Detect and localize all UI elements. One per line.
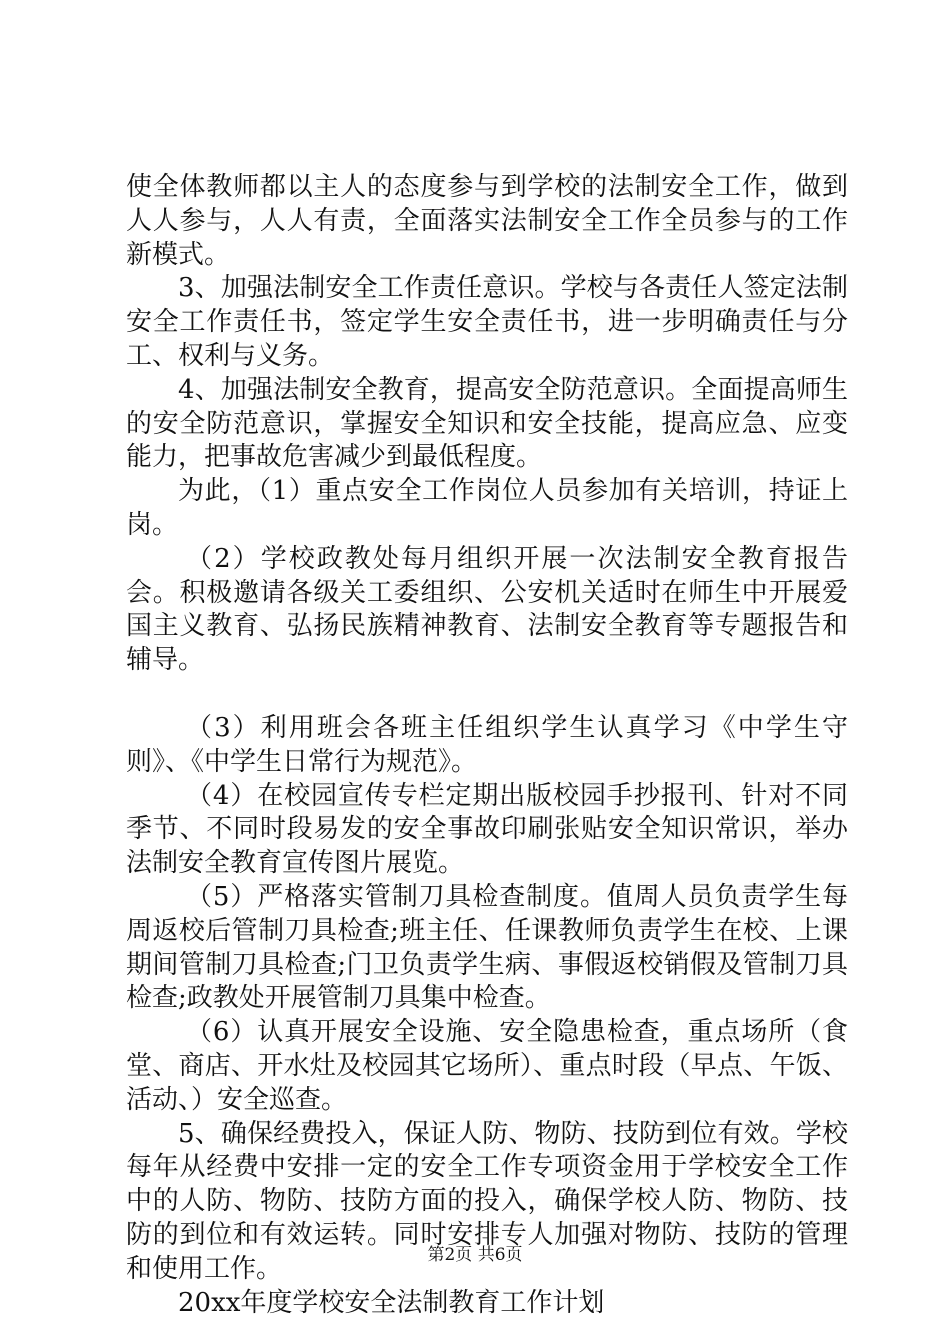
page-footer: 第2页 共6页	[427, 1245, 523, 1265]
paragraph-continuation: 使全体教师都以主人的态度参与到学校的法制安全工作，做到人人参与，人人有责，全面落实法制安全工作全员参与的工作新模式。	[126, 172, 848, 270]
paragraph-wei-ci: 为此，（1）重点安全工作岗位人员参加有关培训，持证上岗。	[126, 476, 848, 540]
paragraph-sub-3: （3）利用班会各班主任组织学生认真学习《中学生守则》、《中学生日常行为规范》。	[126, 712, 848, 777]
paragraph-item-3: 3、加强法制安全工作责任意识。学校与各责任人签定法制安全工作责任书，签定学生安全责任书，进一步明确责任与分工、权利与义务。	[126, 273, 848, 371]
paragraph-sub-4: （4）在校园宣传专栏定期出版校园手抄报刊、针对不同季节、不同时段易发的安全事故印刷张贴安全知识常识，举办法制安全教育宣传图片展览。	[126, 780, 848, 879]
paragraph-sub-5: （5）严格落实管制刀具检查制度。值周人员负责学生每周返校后管制刀具检查;班主任、任课教师负责学生在校、上课期间管制刀具检查;门卫负责学生病、事假返校销假及管制刀具检查;政教处开展管制刀具集中检查。	[126, 881, 848, 1014]
blank-line	[126, 678, 848, 712]
body-text	[126, 171, 848, 1320]
paragraph-item-5: 5、确保经费投入，保证人防、物防、技防到位有效。学校每年从经费中安排一定的安全工作专项资金用于学校安全工作中的人防、物防、技防方面的投入，确保学校人防、物防、技防的到位和有效运转。同时安排专人加强对物防、技防的管理和使用工作。	[126, 1118, 848, 1284]
paragraph-sub-6: （6）认真开展安全设施、安全隐患检查，重点场所（食堂、商店、开水灶及校园其它场所）、重点时段（早点、午饭、活动、）安全巡查。	[126, 1017, 848, 1115]
paragraph-item-4: 4、加强法制安全教育，提高安全防范意识。全面提高师生的安全防范意识，掌握安全知识和安全技能，提高应急、应变能力，把事故危害减少到最低程度。	[126, 374, 848, 473]
section-heading: 20xx年度学校安全法制教育工作计划	[178, 1287, 605, 1318]
paragraph-sub-2: （2）学校政教处每月组织开展一次法制安全教育报告会。积极邀请各级关工委组织、公安机关适时在师生中开展爱国主义教育、弘扬民族精神教育、法制安全教育等专题报告和辅导。	[126, 543, 848, 676]
